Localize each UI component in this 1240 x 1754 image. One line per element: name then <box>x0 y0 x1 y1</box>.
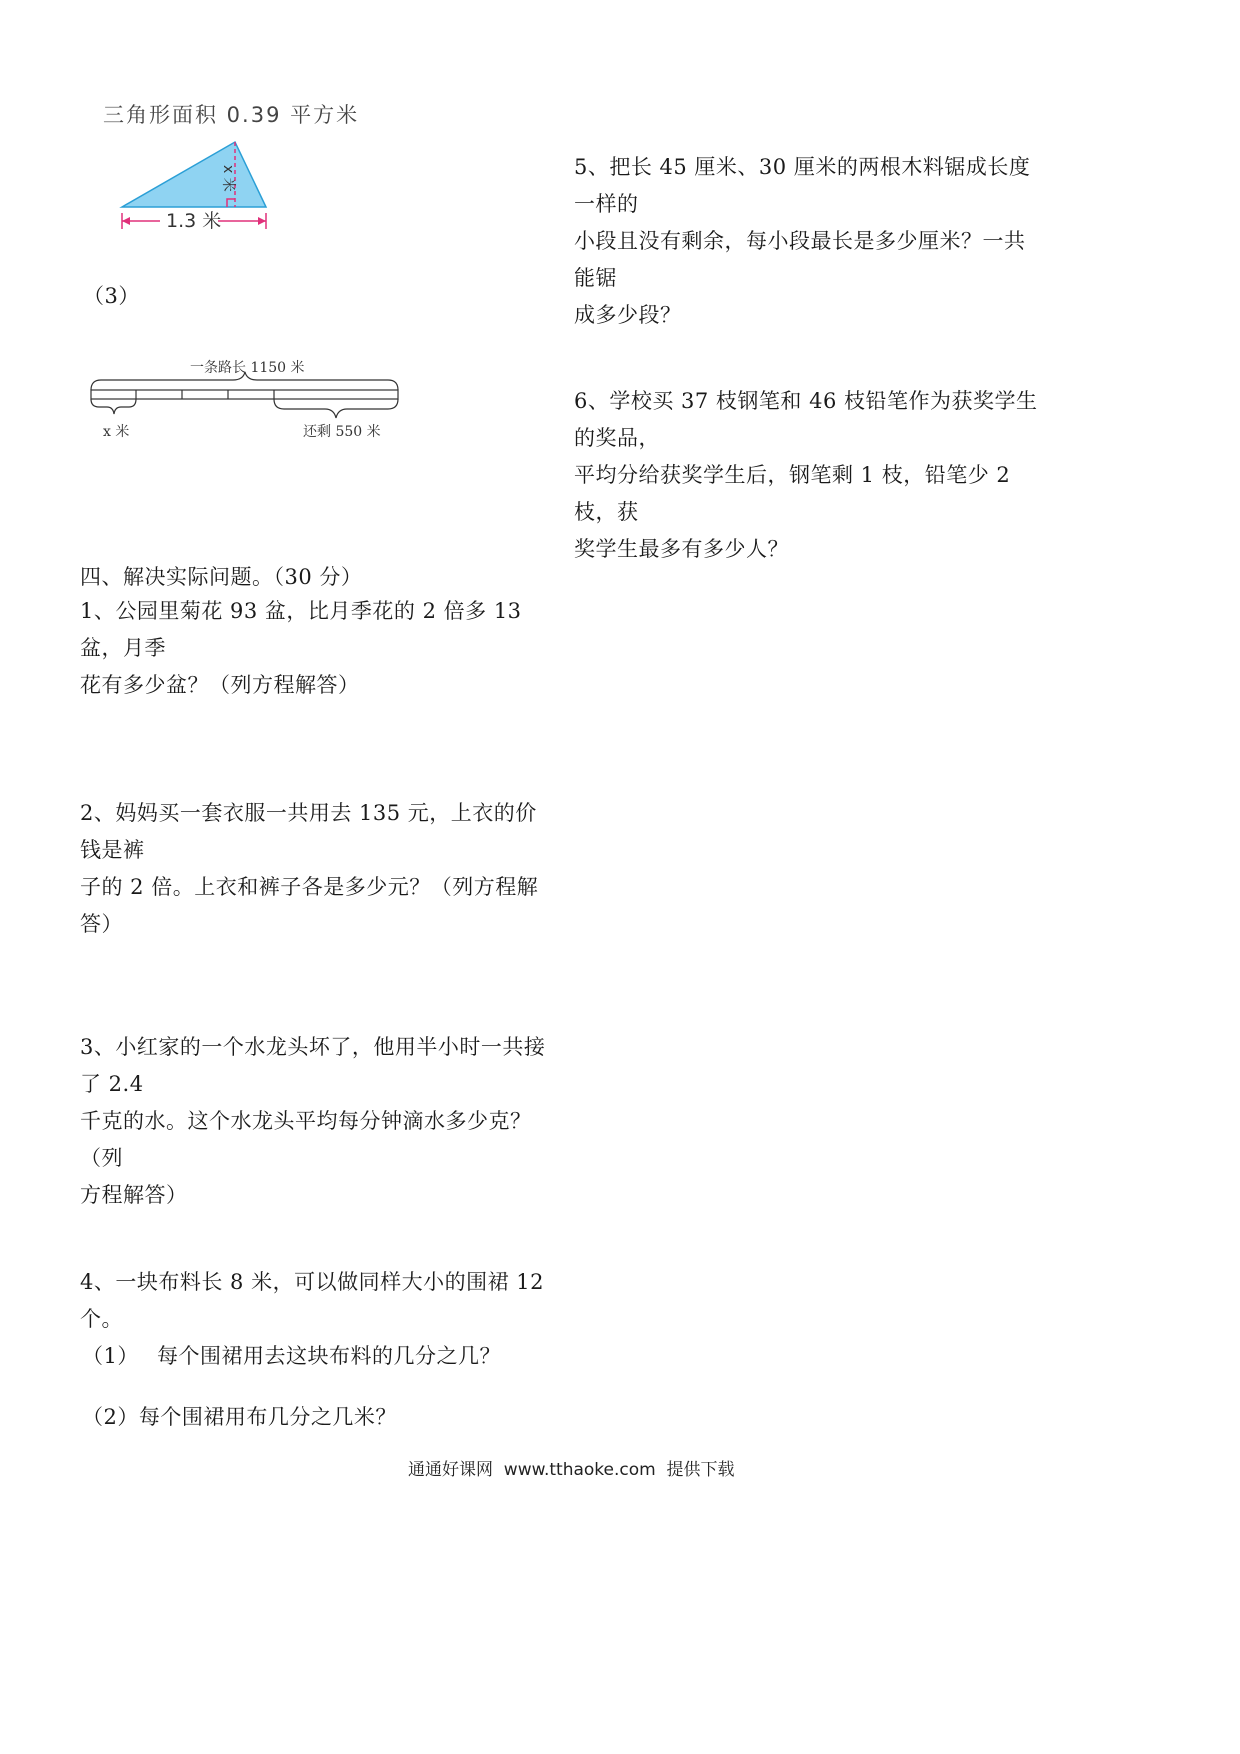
question-6-line-2: 平均分给获奖学生后，钢笔剩 1 枝，铅笔少 2 枝，获 <box>574 463 1011 524</box>
triangle-figure-title: 三角形面积 0.39 平方米 <box>103 103 360 127</box>
section-title: 四、解决实际问题。（30 分） <box>80 565 363 589</box>
question-3-line-1: 3、小红家的一个水龙头坏了，他用半小时一共接了 2.4 <box>80 1035 546 1096</box>
question-6-line-1: 6、学校买 37 枝钢笔和 46 枝铅笔作为获奖学生的奖品， <box>574 389 1038 450</box>
road-part-brace <box>91 399 136 414</box>
arrow-right <box>258 217 266 225</box>
question-6 <box>574 383 1044 568</box>
question-2-line-1: 2、妈妈买一套衣服一共用去 135 元，上衣的价钱是裤 <box>80 801 537 862</box>
footer-source: 通通好课网 www.tthaoke.com 提供下载 <box>408 1460 735 1480</box>
question-5-line-1: 5、把长 45 厘米、30 厘米的两根木料锯成长度一样的 <box>574 155 1031 216</box>
question-1 <box>80 593 550 704</box>
road-figure <box>85 352 415 452</box>
question-1-line-1: 1、公园里菊花 93 盆，比月季花的 2 倍多 13 盆，月季 <box>80 599 522 660</box>
road-part-label: x 米 <box>103 424 130 440</box>
question-5 <box>574 149 1044 334</box>
question-6-line-3: 奖学生最多有多少人？ <box>574 537 789 561</box>
question-4-sub-1-number: （1） <box>82 1344 139 1368</box>
road-remaining-brace <box>274 399 398 418</box>
question-2-line-2: 子的 2 倍。上衣和裤子各是多少元？（列方程解答） <box>80 875 539 936</box>
question-2 <box>80 795 550 943</box>
item-3-label: （3） <box>83 284 140 308</box>
road-total-brace <box>91 372 398 390</box>
question-1-line-2: 花有多少盆？（列方程解答） <box>80 673 360 697</box>
triangle-height-label: x 米 <box>220 165 236 192</box>
arrow-left <box>122 217 130 225</box>
question-3-line-3: 方程解答） <box>80 1183 188 1207</box>
road-total-label: 一条路长 1150 米 <box>190 360 305 376</box>
question-4-sub-2: （2）每个围裙用布几分之几米？ <box>82 1405 397 1429</box>
road-bar <box>91 390 398 399</box>
question-4-sub-1-text: 每个围裙用去这块布料的几分之几？ <box>157 1344 501 1368</box>
triangle-shape <box>122 142 266 207</box>
question-5-line-3: 成多少段？ <box>574 303 682 327</box>
question-3 <box>80 1029 550 1214</box>
question-3-line-2: 千克的水。这个水龙头平均每分钟滴水多少克？（列 <box>80 1109 532 1170</box>
question-5-line-2: 小段且没有剩余，每小段最长是多少厘米？一共能锯 <box>574 229 1026 290</box>
triangle-figure <box>110 135 290 240</box>
question-4-stem: 4、一块布料长 8 米，可以做同样大小的围裙 12 个。 <box>80 1270 544 1331</box>
question-4 <box>80 1264 560 1375</box>
road-remaining-label: 还剩 550 米 <box>303 424 381 440</box>
question-4-sub-1 <box>82 1338 560 1375</box>
triangle-base-label: 1.3 米 <box>166 210 222 232</box>
